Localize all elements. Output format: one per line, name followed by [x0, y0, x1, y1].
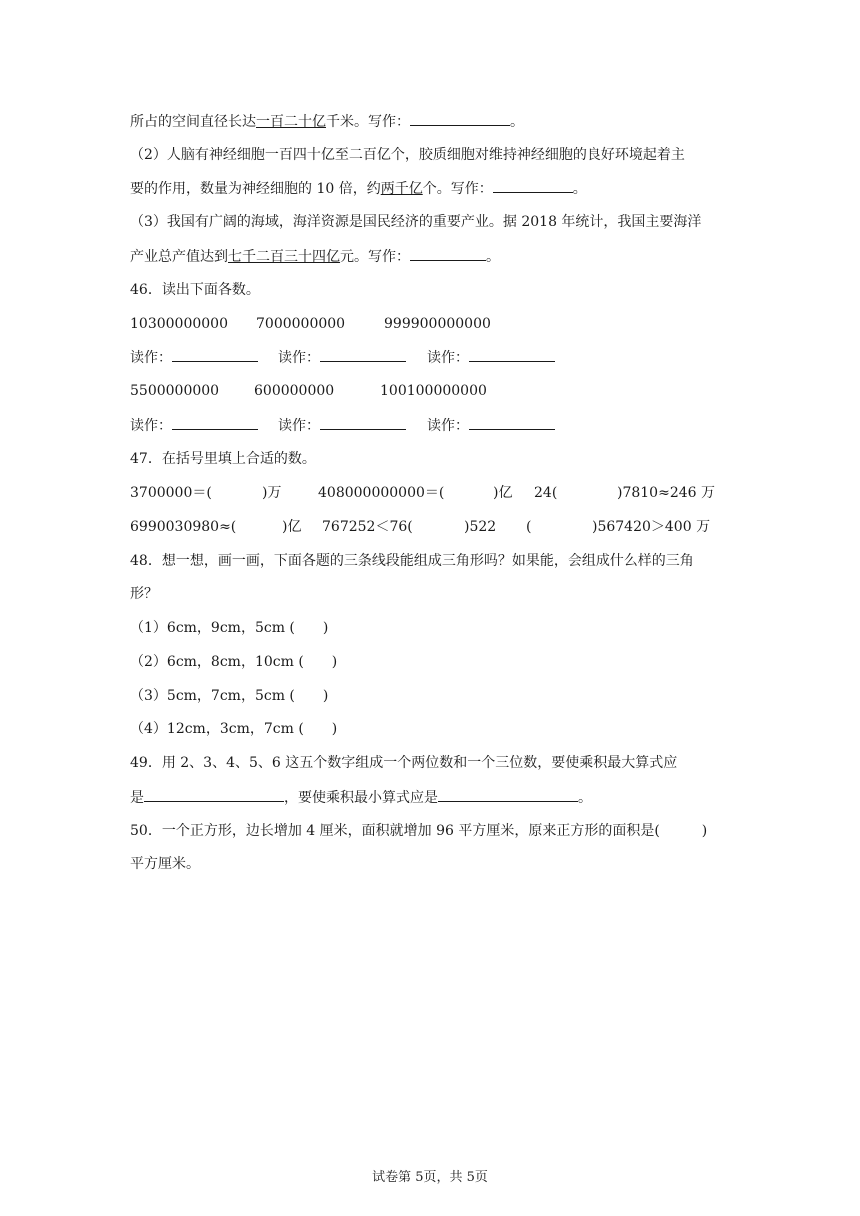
text: 元。写作： [340, 249, 410, 265]
q47-text: 767252＜76( [322, 519, 413, 535]
q47-text: )亿 [493, 485, 513, 501]
q46-number: 5500000000 [130, 383, 220, 399]
q45-p3-line2 [130, 246, 500, 267]
q47-text: )亿 [282, 519, 302, 535]
q46-number: 10300000000 [130, 316, 228, 332]
answer-blank[interactable] [493, 178, 573, 193]
q48-item: （1）6cm，9cm，5cm ( ) [130, 620, 329, 636]
read-label: 读作： [427, 418, 469, 434]
answer-blank[interactable] [172, 347, 258, 362]
q47-text: 24( [534, 485, 558, 501]
text: ，要使乘积最小算式应是 [284, 790, 438, 806]
q46-number: 100100000000 [380, 383, 487, 399]
q46-read-row [427, 415, 555, 436]
q45-p3-line1: （3）我国有广阔的海域，海洋资源是国民经济的重要产业。据 2018 年统计，我国主要海洋 [130, 214, 702, 230]
answer-blank[interactable] [438, 787, 578, 802]
answer-blank[interactable] [172, 415, 258, 430]
text: 所占的空间直径长达 [130, 114, 256, 130]
read-label: 读作： [427, 350, 469, 366]
q46-read-row [130, 415, 258, 436]
q46-title: 46．读出下面各数。 [130, 282, 260, 298]
answer-blank[interactable] [144, 787, 284, 802]
text: 产业总产值达到 [130, 249, 228, 265]
q49-line1: 49．用 2、3、4、5、6 这五个数字组成一个两位数和一个三位数，要使乘积最大算式应 [130, 755, 678, 771]
q46-read-row [130, 347, 258, 368]
answer-blank[interactable] [469, 415, 555, 430]
text: 要的作用，数量为神经细胞的 10 倍，约 [130, 181, 381, 197]
underlined-text: 两千亿 [380, 181, 423, 197]
q45-p2-line1: （2）人脑有神经细胞一百四十亿至二百亿个，胶质细胞对维持神经细胞的良好环境起着主 [130, 147, 685, 163]
q46-number: 999900000000 [384, 316, 491, 332]
answer-blank[interactable] [320, 415, 406, 430]
q47-text: )567420＞400 万 [592, 519, 711, 535]
q47-title: 47．在括号里填上合适的数。 [130, 451, 316, 467]
underlined-text: 七千二百三十四亿 [228, 249, 340, 265]
read-label: 读作： [278, 350, 320, 366]
q47-text: 408000000000＝( [318, 485, 445, 501]
q46-read-row [278, 347, 406, 368]
text: 。 [572, 181, 587, 197]
q48-title-line2: 形？ [130, 586, 158, 602]
answer-blank[interactable] [469, 347, 555, 362]
q47-text: )522 [464, 519, 497, 535]
text: 。 [578, 790, 592, 806]
q48-title-line1: 48．想一想，画一画，下面各题的三条线段能组成三角形吗？如果能，会组成什么样的三角 [130, 553, 694, 569]
q50-line2: 平方厘米。 [130, 856, 200, 872]
text: 。 [510, 114, 524, 130]
page-footer: 试卷第 5页，共 5页 [372, 1170, 488, 1185]
q47-text: 3700000＝( [130, 485, 212, 501]
q46-number: 600000000 [254, 383, 335, 399]
q46-read-row [427, 347, 555, 368]
text: 千米。写作： [326, 114, 410, 130]
q48-item: （3）5cm，7cm，5cm ( ) [130, 688, 329, 704]
answer-blank[interactable] [410, 246, 486, 261]
answer-blank[interactable] [410, 111, 510, 126]
text: 。 [486, 249, 500, 265]
q47-text: 6990030980≈( [130, 519, 237, 535]
underlined-text: 一百二十亿 [256, 114, 326, 130]
answer-blank[interactable] [320, 347, 406, 362]
read-label: 读作： [130, 418, 172, 434]
read-label: 读作： [130, 350, 172, 366]
q48-item: （4）12cm，3cm，7cm ( ) [130, 721, 338, 737]
q47-text: ( [526, 519, 532, 535]
q47-text: )7810≈246 万 [617, 485, 715, 501]
q49-line2 [130, 787, 592, 808]
q48-item: （2）6cm，8cm，10cm ( ) [130, 654, 338, 670]
text: 是 [130, 790, 144, 806]
read-label: 读作： [278, 418, 320, 434]
q45-line1 [130, 111, 524, 132]
q46-number: 7000000000 [256, 316, 346, 332]
q47-text: )万 [262, 485, 282, 501]
text: 个。写作： [422, 181, 493, 197]
q45-p2-line2 [130, 178, 587, 199]
q50-line1: 50．一个正方形，边长增加 4 厘米，面积就增加 96 平方厘米，原来正方形的面积是( ) [130, 823, 708, 839]
q46-read-row [278, 415, 406, 436]
